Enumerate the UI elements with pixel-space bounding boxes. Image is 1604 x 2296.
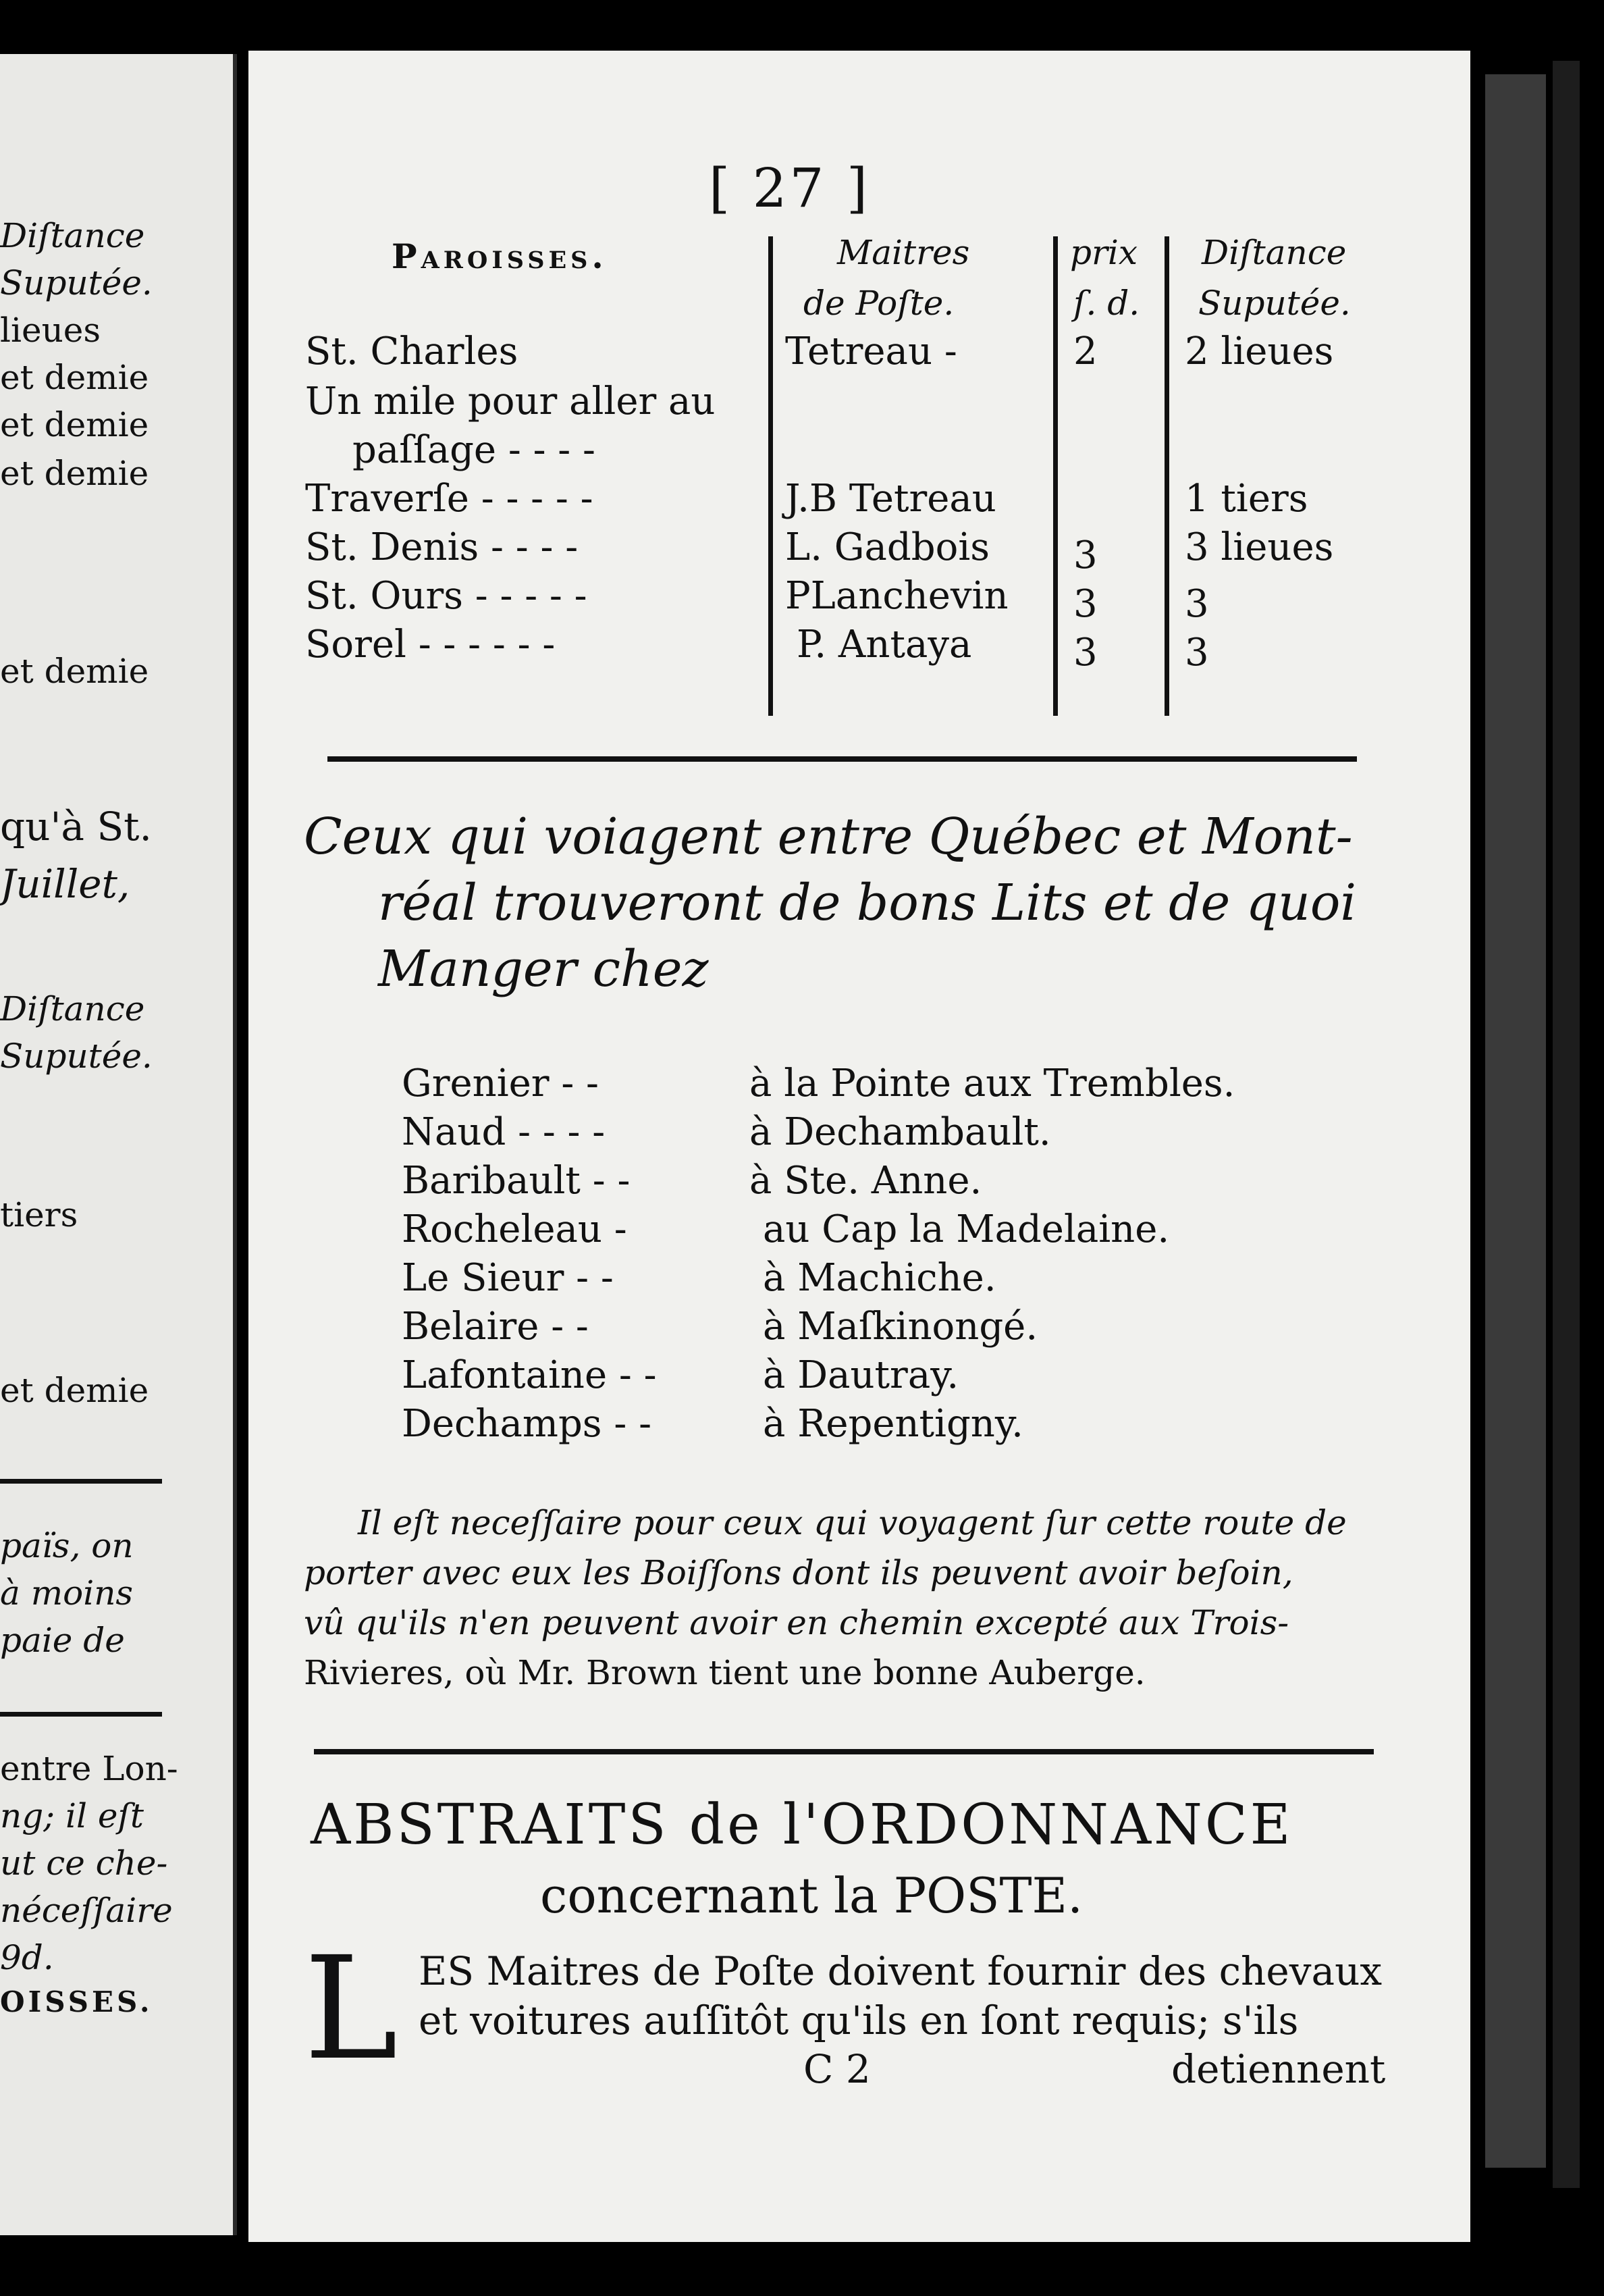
beverage-paragraph	[304, 1498, 1391, 1698]
lodging-place: à la Pointe aux Trembles.	[749, 1062, 1235, 1105]
left-fragment: lieues	[0, 311, 101, 350]
column-rule	[768, 236, 773, 716]
header-masters-line1: Maitres	[837, 233, 970, 272]
row-parish: Sorel - - - - - -	[305, 623, 556, 667]
row-price: 3	[1073, 582, 1098, 626]
notice-line: Ceux qui voiagent entre Québec et Mont-	[304, 808, 1353, 866]
column-rule	[1165, 236, 1169, 716]
row-master: P. Antaya	[797, 623, 972, 667]
left-fragment: ng; il eſt	[0, 1796, 144, 1835]
catchword: detiennent	[1171, 2046, 1386, 2092]
left-fragment: Diſtance	[0, 989, 145, 1028]
lodging-place: à Ste. Anne.	[749, 1159, 982, 1203]
body-line: ES Maitres de Poſte doivent fournir des chevaux	[419, 1948, 1383, 1994]
row-distance: 1 tiers	[1185, 477, 1308, 521]
left-rule	[0, 1479, 162, 1484]
paragraph-line: porter avec eux les Boiſſons dont ils peuvent avoir beſoin,	[304, 1553, 1293, 1592]
header-distance-line2: Suputée.	[1198, 284, 1351, 323]
left-fragment: et demie	[0, 454, 149, 493]
left-rule	[0, 1712, 162, 1717]
section-rule	[327, 756, 1357, 762]
left-fragment: tiers	[0, 1195, 78, 1234]
notice-line: réal trouveront de bons Lits et de quoi	[378, 874, 1357, 932]
left-fragment: Diſtance	[0, 216, 145, 255]
left-fragment: OISSES.	[0, 1985, 153, 2018]
row-price: 3	[1073, 631, 1098, 675]
header-price-line1: prix	[1070, 233, 1138, 272]
left-fragment: paie de	[0, 1621, 125, 1660]
row-distance: 3 lieues	[1185, 525, 1334, 569]
notice-block	[304, 804, 1384, 1002]
section-heading: ABSTRAITS de l'ORDONNANCE	[311, 1793, 1293, 1857]
row-distance: 3	[1185, 582, 1209, 626]
book-edge	[1485, 74, 1546, 2168]
column-rule	[1053, 236, 1058, 716]
left-fragment: à moins	[0, 1573, 134, 1613]
header-distance-line1: Diſtance	[1202, 233, 1347, 272]
left-fragment: entre Lon-	[0, 1749, 178, 1788]
lodging-name: Le Sieur - -	[402, 1256, 614, 1300]
paragraph-line: vû qu'ils n'en peuvent avoir en chemin excepté aux Trois-	[304, 1603, 1289, 1642]
lodging-name: Belaire - -	[402, 1305, 589, 1349]
lodging-place: à Maſkinongé.	[763, 1305, 1038, 1349]
row-price: 3	[1073, 533, 1098, 577]
row-parish: St. Ours - - - - -	[305, 574, 587, 618]
header-parishes: Paroisses.	[392, 236, 608, 276]
left-fragment: et demie	[0, 652, 149, 691]
body-line: et voitures auſſitôt qu'ils en ſont requis; s'ils	[419, 1998, 1299, 2043]
lodging-name: Grenier - -	[402, 1062, 599, 1105]
paragraph-line: Il eſt neceſſaire pour ceux qui voyagent ſur cette route de	[358, 1503, 1347, 1542]
header-masters-line2: de Poſte.	[803, 284, 955, 323]
notice-line: Manger chez	[378, 940, 709, 998]
header-price-line2: ſ. d.	[1073, 284, 1140, 323]
section-subheading: concernant la POSTE.	[540, 1867, 1083, 1924]
page-number: [ 27 ]	[709, 157, 871, 219]
left-fragment: 9d.	[0, 1938, 54, 1977]
section-rule	[314, 1749, 1374, 1754]
left-fragment: et demie	[0, 358, 149, 397]
row-master: L. Gadbois	[785, 525, 990, 569]
row-master: J.B Tetreau	[785, 477, 996, 521]
row-distance: 2 lieues	[1185, 330, 1334, 373]
row-parish: paſſage - - - -	[352, 428, 595, 472]
left-fragment: Juillet,	[0, 861, 130, 907]
lodging-place: à Machiche.	[763, 1256, 996, 1300]
lodging-name: Dechamps - -	[402, 1402, 651, 1446]
left-fragment: Suputée.	[0, 263, 153, 303]
lodging-name: Rocheleau -	[402, 1207, 627, 1251]
row-master: Tetreau -	[785, 330, 957, 373]
left-page	[0, 54, 237, 2235]
lodging-place: à Dechambault.	[749, 1110, 1051, 1154]
row-parish: Un mile pour aller au	[305, 380, 716, 423]
lodging-place: à Repentigny.	[763, 1402, 1023, 1446]
left-fragment: et demie	[0, 1371, 149, 1410]
book-edge-dark	[1553, 61, 1580, 2188]
row-distance: 3	[1185, 631, 1209, 675]
lodging-place: à Dautray.	[763, 1353, 959, 1397]
row-parish: Traverſe - - - - -	[305, 477, 593, 521]
left-fragment: ut ce che-	[0, 1844, 168, 1883]
lodging-place: au Cap la Madelaine.	[763, 1207, 1170, 1251]
signature-mark: C 2	[803, 2046, 871, 2092]
left-fragment: néceſſaire	[0, 1891, 173, 1930]
lodging-name: Naud - - - -	[402, 1110, 606, 1154]
row-parish: St. Charles	[305, 330, 518, 373]
row-parish: St. Denis - - - -	[305, 525, 579, 569]
left-fragment: païs, on	[0, 1526, 134, 1565]
drop-cap: L	[304, 1926, 398, 2091]
lodging-name: Lafontaine - -	[402, 1353, 657, 1397]
paragraph-line: Rivieres, où Mr. Brown tient une bonne Auberge.	[304, 1653, 1146, 1692]
left-fragment: qu'à St.	[0, 804, 152, 850]
row-price: 2	[1073, 330, 1098, 373]
left-fragment: et demie	[0, 405, 149, 444]
row-master: PLanchevin	[785, 574, 1009, 618]
lodging-name: Baribault - -	[402, 1159, 631, 1203]
left-fragment: Suputée.	[0, 1037, 153, 1076]
